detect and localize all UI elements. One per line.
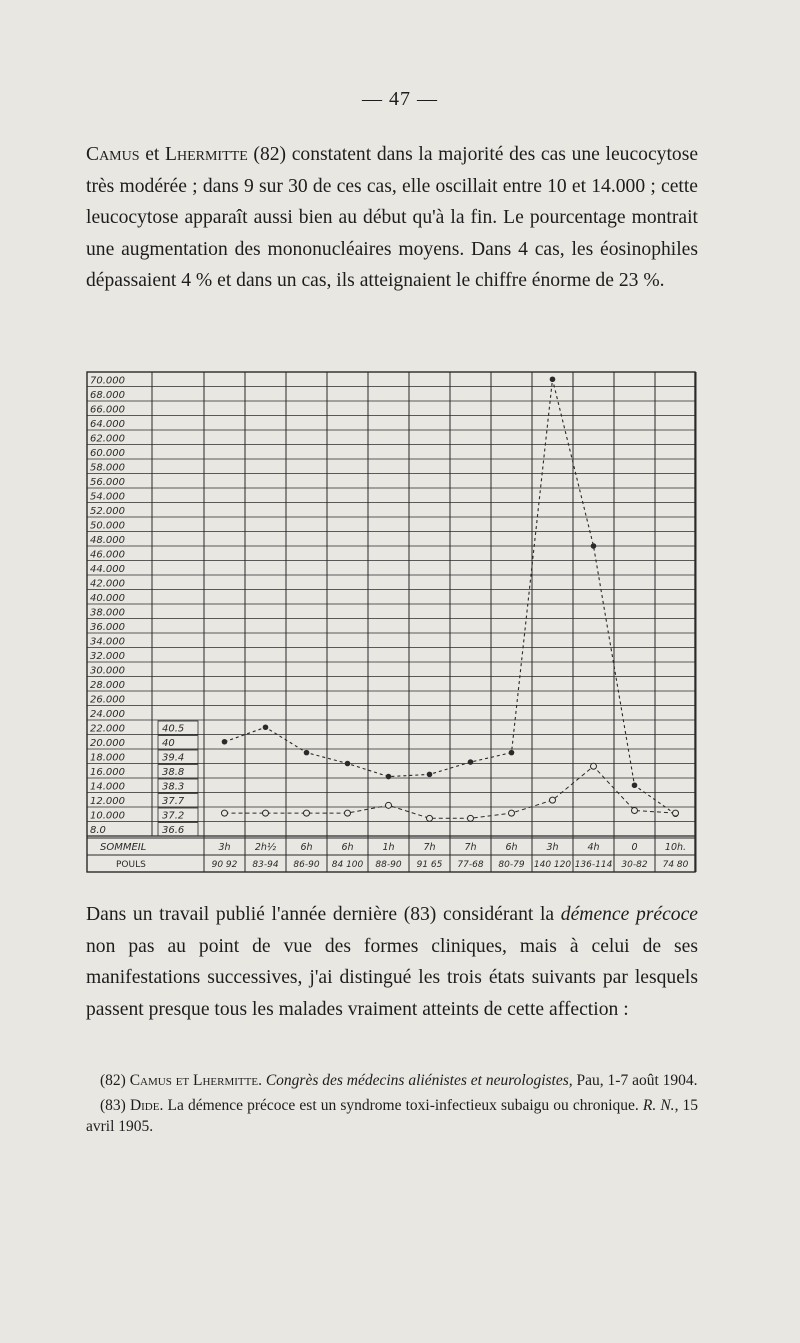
leucocyte-tick-label: 18.000 xyxy=(90,752,125,764)
footnote-82 xyxy=(86,1070,698,1091)
paragraph-2-italic: démence précoce xyxy=(560,904,698,925)
pouls-value: 91 65 xyxy=(416,860,443,870)
leucocyte-point xyxy=(263,724,269,730)
leucocyte-tick-label: 50.000 xyxy=(90,520,125,532)
leucocyte-tick-label: 56.000 xyxy=(90,477,125,488)
footnote-83-num: (83) xyxy=(100,1097,126,1114)
pouls-value: 90 92 xyxy=(211,860,238,870)
leucocyte-tick-label: 14.000 xyxy=(90,781,125,793)
leucocyte-point xyxy=(550,376,556,382)
temperature-point xyxy=(304,810,310,816)
leucocyte-point xyxy=(345,761,351,767)
leucocytosis-chart xyxy=(86,362,700,870)
leucocyte-tick-label: 54.000 xyxy=(90,491,125,503)
sommeil-value: 7h xyxy=(464,842,477,853)
leucocyte-tick-label: 38.000 xyxy=(90,607,125,619)
temperature-point xyxy=(632,808,638,814)
temperature-point xyxy=(222,810,228,816)
leucocyte-tick-label: 62.000 xyxy=(90,433,125,445)
pouls-value: 140 120 xyxy=(533,860,572,870)
pouls-value: 74 80 xyxy=(662,860,689,870)
leucocyte-tick-label: 68.000 xyxy=(90,390,125,401)
leucocyte-tick-label: 8.0 xyxy=(90,825,106,836)
pouls-value: 80-79 xyxy=(498,860,525,870)
temperature-point xyxy=(550,797,556,803)
leucocyte-tick-label: 34.000 xyxy=(90,636,125,648)
leucocyte-tick-label: 58.000 xyxy=(90,462,125,474)
footnote-83-text: La démence précoce est un syndrome toxi-infectieux subaigu ou chronique. xyxy=(167,1097,639,1114)
pouls-value: 30-82 xyxy=(621,860,648,870)
paragraph-1 xyxy=(86,139,698,297)
sommeil-value: 3h xyxy=(218,842,231,853)
paragraph-1-text: (82) constatent dans la majorité des cas une leucocytose très modérée ; dans 9 sur 30 de ces cas, elle oscillait entre 10 et 14.000 ; cette leucocytose apparaît aussi bien au début qu'à la fin. Le pourcentage montrait une augmentation des mononucléaires moyens. Dans 4 cas, les éosinophiles dépassaient 4 % et dans un cas, ils atteignaient le chiffre énorme de 23 %. xyxy=(86,144,699,292)
leucocyte-tick-label: 66.000 xyxy=(90,404,125,416)
temperature-tick-label: 40 xyxy=(162,738,175,749)
sommeil-value: 6h xyxy=(341,842,354,853)
leucocyte-tick-label: 26.000 xyxy=(90,694,125,706)
leucocyte-tick-label: 28.000 xyxy=(90,680,125,691)
paragraph-2-start: Dans un travail publié l'année dernière (83) considérant la xyxy=(86,904,555,925)
footnote-83-journal: R. N. xyxy=(642,1097,675,1114)
sommeil-value: 6h xyxy=(300,842,313,853)
leucocyte-tick-label: 40.000 xyxy=(90,593,125,604)
pouls-value: 84 100 xyxy=(331,860,364,870)
footnote-82-title: Congrès des médecins aliénistes et neurologistes, xyxy=(265,1072,573,1089)
leucocyte-tick-label: 52.000 xyxy=(90,506,125,517)
pouls-value: 88-90 xyxy=(375,860,402,870)
paragraph-2 xyxy=(86,899,698,1025)
pouls-label: POULS xyxy=(116,860,146,870)
temperature-point xyxy=(263,810,269,816)
conj: et xyxy=(145,144,160,165)
sommeil-value: 4h xyxy=(587,842,600,853)
footnote-83-date: , 15 avril 1905. xyxy=(86,1097,699,1135)
temperature-point xyxy=(386,802,392,808)
temperature-point xyxy=(345,810,351,816)
leucocyte-tick-label: 32.000 xyxy=(90,651,125,662)
temperature-point xyxy=(591,763,597,769)
footnotes xyxy=(86,1070,698,1141)
pouls-value: 77-68 xyxy=(457,860,484,870)
leucocyte-tick-label: 70.000 xyxy=(90,375,125,387)
temperature-tick-label: 37.2 xyxy=(162,810,185,822)
temperature-point xyxy=(468,815,474,821)
leucocyte-tick-label: 48.000 xyxy=(90,535,125,546)
sommeil-label: SOMMEIL xyxy=(100,842,147,853)
leucocyte-tick-label: 44.000 xyxy=(90,564,125,575)
footnote-82-rest: Pau, 1-7 août 1904. xyxy=(576,1072,698,1089)
sommeil-value: 3h xyxy=(546,842,559,853)
leucocyte-tick-label: 22.000 xyxy=(90,723,125,735)
temperature-tick-label: 37.7 xyxy=(162,796,185,807)
leucocyte-tick-label: 36.000 xyxy=(90,622,125,633)
pouls-value: 86-90 xyxy=(293,860,320,870)
leucocyte-point xyxy=(427,772,433,778)
sommeil-value: 10h. xyxy=(664,842,687,853)
leucocyte-point xyxy=(386,774,392,780)
pouls-value: 136-114 xyxy=(574,860,613,870)
leucocyte-tick-label: 16.000 xyxy=(90,767,125,778)
author-camus: Camus xyxy=(86,144,140,165)
leucocyte-point xyxy=(304,750,310,756)
pouls-value: 83-94 xyxy=(252,860,279,870)
leucocyte-point xyxy=(468,759,474,765)
temperature-tick-label: 38.8 xyxy=(162,767,185,778)
leucocyte-point xyxy=(509,750,515,756)
leucocyte-tick-label: 60.000 xyxy=(90,448,125,459)
leucocyte-point xyxy=(632,782,638,788)
leucocyte-tick-label: 24.000 xyxy=(90,709,125,720)
leucocyte-tick-label: 64.000 xyxy=(90,419,125,430)
sommeil-value: 2h½ xyxy=(254,842,277,853)
temperature-tick-label: 38.3 xyxy=(162,781,185,793)
sommeil-value: 1h xyxy=(382,842,395,853)
leucocyte-point xyxy=(222,739,228,745)
leucocyte-point xyxy=(591,543,597,549)
leucocyte-tick-label: 30.000 xyxy=(90,665,125,677)
temperature-point xyxy=(509,810,515,816)
footnote-82-authors: Camus et Lhermitte. xyxy=(129,1072,262,1089)
temperature-tick-label: 39.4 xyxy=(162,752,185,764)
temperature-point xyxy=(427,815,433,821)
sommeil-value: 0 xyxy=(631,842,638,853)
sommeil-value: 6h xyxy=(505,842,518,853)
leucocyte-tick-label: 46.000 xyxy=(90,549,125,561)
leucocyte-tick-label: 12.000 xyxy=(90,796,125,807)
footnote-83-author: Dide. xyxy=(129,1097,164,1114)
footnote-82-num: (82) xyxy=(100,1072,126,1089)
temperature-point xyxy=(673,810,679,816)
leucocyte-tick-label: 10.000 xyxy=(90,810,125,822)
sommeil-value: 7h xyxy=(423,842,436,853)
author-lhermitte: Lhermitte xyxy=(165,144,248,165)
leucocyte-tick-label: 42.000 xyxy=(90,578,125,590)
temperature-tick-label: 36.6 xyxy=(162,825,185,836)
temperature-tick-label: 40.5 xyxy=(162,723,185,735)
leucocyte-tick-label: 20.000 xyxy=(90,738,125,749)
footnote-83 xyxy=(86,1095,698,1137)
page-number: — 47 — xyxy=(362,88,438,110)
paragraph-2-end: non pas au point de vue des formes cliniques, mais à celui de ses manifestations successives, j'ai distingué les trois états suivants par lesquels passent presque tous les malades vraiment atteints de cette affection : xyxy=(86,935,698,1020)
